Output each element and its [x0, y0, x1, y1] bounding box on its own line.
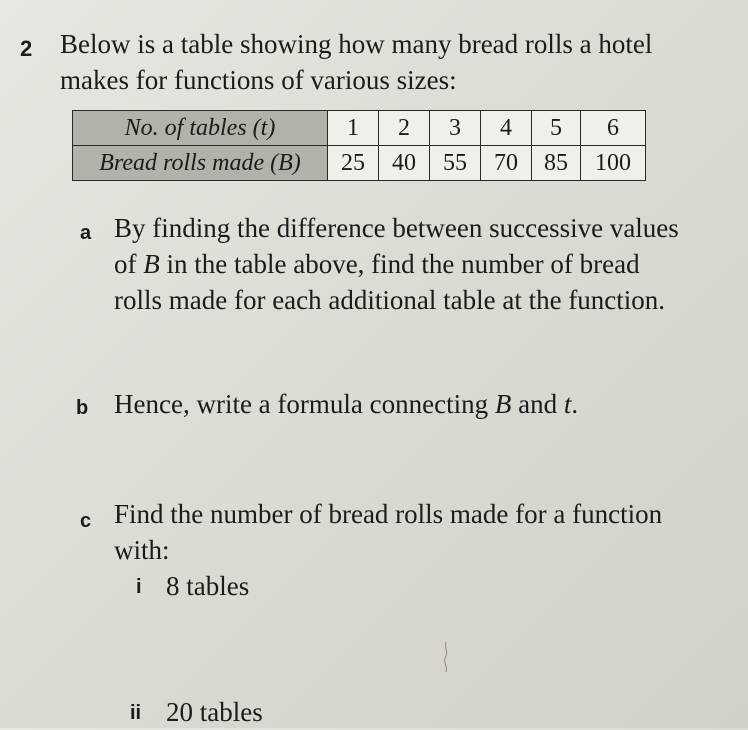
text-fragment: and [511, 389, 564, 419]
text-fragment: . [571, 389, 579, 419]
row-header-rolls: Bread rolls made (B) [73, 146, 328, 181]
subpart-ii-label: ii [130, 702, 142, 724]
variable-t: t [563, 389, 572, 419]
part-b-letter: b [76, 397, 89, 419]
subpart-ii-text: 20 tables [166, 697, 263, 727]
table-cell: 25 [328, 146, 379, 181]
question-intro: Below is a table showing how many bread rolls a hotel makes for functions of various sizes: [60, 29, 653, 95]
table-cell: 70 [481, 146, 532, 181]
subpart-i-text: 8 tables [166, 571, 250, 601]
table-cell: 4 [481, 111, 532, 146]
part-a-line [114, 246, 714, 282]
part-b-text [114, 386, 714, 422]
table-cell: 1 [328, 111, 379, 146]
variable-b: B [143, 249, 160, 279]
subpart-i-label: i [136, 576, 142, 598]
part-c-letter: c [80, 510, 92, 532]
table-cell: 5 [532, 111, 581, 146]
table-cell: 100 [581, 146, 646, 181]
table-cell: 85 [532, 146, 581, 181]
table-cell: 2 [379, 111, 430, 146]
variable-b: B [494, 389, 512, 419]
table-row [73, 111, 646, 146]
table-cell: 3 [430, 111, 481, 146]
table-cell: 6 [581, 111, 646, 146]
text-fragment: in the table above, find the number of bread [159, 249, 640, 279]
part-a-letter: a [80, 222, 92, 244]
part-c-line: with: [114, 535, 170, 565]
text-fragment: of [114, 249, 144, 279]
table-cell: 55 [430, 146, 481, 181]
text-fragment: Hence, write a formula connecting [114, 389, 495, 419]
part-a-line: By finding the difference between successive values [114, 213, 679, 243]
table-cell: 40 [379, 146, 430, 181]
part-a-text [114, 210, 714, 318]
row-header-tables: No. of tables (t) [73, 111, 328, 146]
part-a-line: rolls made for each additional table at the function. [114, 285, 666, 315]
pencil-mark-icon [440, 640, 452, 674]
bread-rolls-table [72, 110, 646, 181]
question-number: 2 [20, 36, 33, 61]
table-row [73, 146, 646, 181]
part-c-text [114, 496, 714, 568]
part-c-line: Find the number of bread rolls made for a function [114, 499, 663, 529]
